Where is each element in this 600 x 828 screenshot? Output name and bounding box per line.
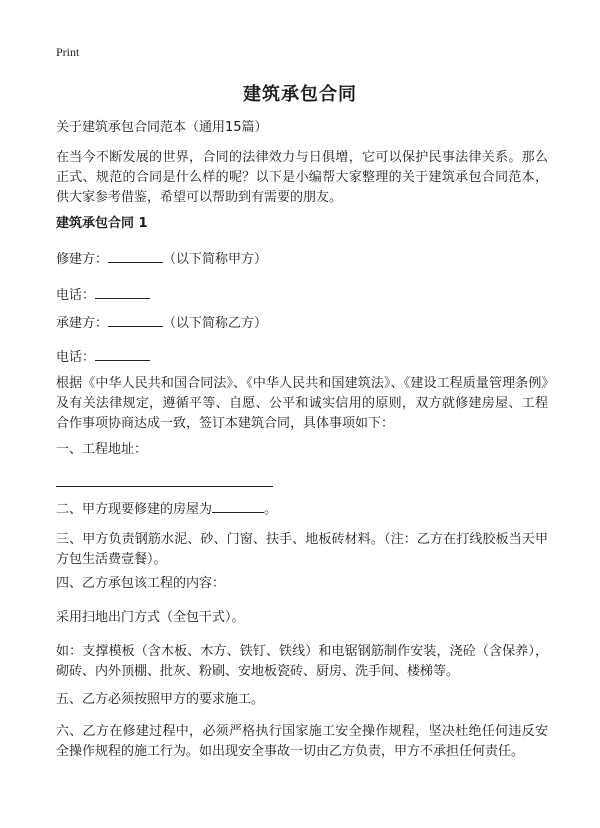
phone-b-line bbox=[56, 346, 548, 368]
clause-4-detail: 如：支撑模板（含木板、木方、铁钉、铁线）和电锯钢筋制作安装，浇砼（含保养），砌砖、内外顶棚、批灰、粉刷、安地板瓷砖、厨房、洗手间、楼梯等。 bbox=[56, 644, 548, 679]
phone-a-line bbox=[56, 284, 548, 306]
phone-a-label: 电话： bbox=[56, 288, 96, 303]
clause-4: 四、乙方承包该工程的内容： bbox=[56, 576, 226, 591]
print-link[interactable]: Print bbox=[56, 45, 80, 59]
clause-2-suffix: 。 bbox=[264, 502, 278, 517]
party-b-line bbox=[56, 312, 548, 334]
party-b-label: 承建方： bbox=[56, 316, 109, 331]
clause-5: 五、乙方必须按照甲方的要求施工。 bbox=[56, 692, 265, 707]
party-a-line bbox=[56, 248, 548, 270]
phone-b-blank bbox=[95, 346, 150, 361]
party-a-suffix: （以下简称甲方） bbox=[163, 252, 268, 267]
phone-b-label: 电话： bbox=[56, 350, 96, 365]
address-blank bbox=[56, 486, 273, 487]
document-subtitle: 关于建筑承包合同范本（通用15篇） bbox=[56, 120, 268, 135]
party-a-label: 修建方： bbox=[56, 252, 109, 267]
party-b-blank bbox=[108, 312, 163, 327]
house-type-blank bbox=[212, 498, 264, 513]
clause-3: 三、甲方负责钢筋水泥、砂、门窗、扶手、地板砖材料。（注：乙方在打线胶板当天甲方包生活费壹餐）。 bbox=[56, 532, 548, 567]
intro-paragraph: 在当今不断发展的世界，合同的法律效力与日俱增，它可以保护民事法律关系。那么正式、规范的合同是什么样的呢？以下是小编帮大家整理的关于建筑承包合同范本，供大家参考借鉴，希望可以帮助到有需要的朋友。 bbox=[56, 150, 548, 205]
clause-1: 一、工程地址： bbox=[56, 442, 148, 457]
clause-2 bbox=[56, 498, 548, 520]
document-title: 建筑承包合同 bbox=[243, 84, 357, 105]
clause-4-method: 采用扫地出门方式（全包干式）。 bbox=[56, 610, 245, 625]
legal-basis-paragraph: 根据《中华人民共和国合同法》、《中华人民共和国建筑法》、《建设工程质量管理条例》及有关法律规定，遵循平等、自愿、公平和诚实信用的原则，双方就修建房屋、工程合作事项协商达成一致，签订本建筑合同，具体事项如下： bbox=[56, 376, 548, 431]
phone-a-blank bbox=[95, 284, 150, 299]
clause-6: 六、乙方在修建过程中，必须严格执行国家施工安全操作规程，坚决杜绝任何违反安全操作规程的施工行为。如出现安全事故一切由乙方负责，甲方不承担任何责任。 bbox=[56, 724, 548, 759]
party-b-suffix: （以下简称乙方） bbox=[163, 316, 268, 331]
section-heading: 建筑承包合同 1 bbox=[56, 216, 148, 231]
party-a-blank bbox=[108, 248, 163, 263]
clause-2-prefix: 二、甲方现要修建的房屋为 bbox=[56, 502, 213, 517]
